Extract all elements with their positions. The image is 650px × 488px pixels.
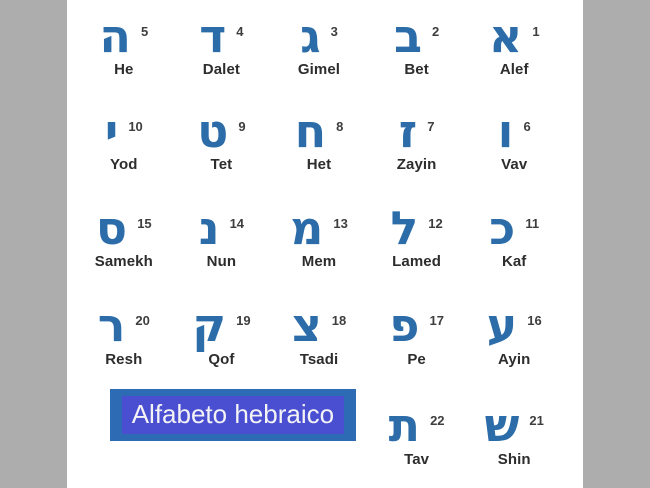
letter-name: Resh [105, 350, 143, 368]
hebrew-letter-resh: ר [97, 298, 126, 353]
letter-number: 14 [229, 215, 245, 231]
letter-name: Tsadi [299, 350, 339, 368]
letter-cell-kaf [465, 190, 563, 288]
hebrew-letter-he: ה [99, 8, 131, 63]
letter-name: Yod [110, 156, 138, 174]
letter-number: 7 [427, 118, 435, 134]
letter-number: 10 [128, 118, 143, 134]
letter-cell-gimel [270, 0, 368, 94]
letter-name: Bet [404, 61, 429, 79]
letter-number: 2 [432, 23, 440, 39]
letter-number: 9 [238, 118, 246, 134]
glyph-row [95, 200, 152, 255]
letter-number: 4 [236, 23, 244, 39]
glyph-row [489, 200, 540, 255]
hebrew-letter-samekh: ס [95, 200, 128, 255]
glyph-row [388, 398, 445, 453]
glyph-row [389, 298, 444, 353]
letter-cell-alef [465, 0, 563, 94]
letter-number: 12 [428, 215, 443, 231]
letter-name: Tav [404, 450, 430, 468]
letter-name: Mem [301, 253, 337, 271]
hebrew-letter-dalet: ד [199, 8, 227, 63]
letter-cell-bet [368, 0, 466, 94]
letter-number: 21 [529, 413, 544, 429]
hebrew-letter-vav: ו [497, 103, 514, 158]
letter-cell-dalet [173, 0, 271, 94]
glyph-row [199, 8, 244, 63]
hebrew-letter-qof: ק [192, 298, 227, 353]
glyph-row [488, 8, 540, 63]
letter-cell-ayin [465, 288, 563, 385]
content-panel [67, 0, 583, 488]
hebrew-letter-bet: ב [393, 8, 422, 63]
glyph-row [300, 8, 338, 63]
hebrew-letter-tav: ת [388, 398, 421, 453]
letter-name: Gimel [297, 61, 341, 79]
hebrew-letter-nun: נ [198, 200, 220, 255]
letterbox-left [0, 0, 68, 488]
letter-name: Het [306, 156, 332, 174]
glyph-row [398, 103, 435, 158]
letter-cell-tav [368, 385, 466, 488]
glyph-row [486, 298, 542, 353]
letter-cell-samekh [75, 190, 173, 288]
letter-name: Dalet [202, 61, 240, 79]
banner-cell [75, 385, 368, 488]
letter-name: Zayin [396, 156, 437, 174]
letter-name: Vav [501, 156, 528, 174]
letter-number: 15 [137, 215, 152, 231]
hebrew-letter-shin: ש [484, 398, 520, 453]
letter-number: 19 [236, 313, 251, 329]
glyph-row [497, 103, 531, 158]
letterbox-right [582, 0, 650, 488]
letter-number: 8 [336, 118, 344, 134]
letter-cell-lamed [368, 190, 466, 288]
letter-name: Alef [499, 61, 529, 79]
letter-cell-he [75, 0, 173, 94]
letter-name: Pe [407, 350, 426, 368]
hebrew-letter-zayin: ז [398, 103, 418, 158]
letter-number: 13 [333, 215, 348, 231]
letter-number: 22 [430, 413, 445, 429]
hebrew-letter-het: ח [294, 103, 327, 158]
letter-name: Tet [210, 156, 233, 174]
glyph-row [294, 103, 344, 158]
hebrew-letter-ayin: ע [486, 298, 518, 353]
letter-name: Lamed [392, 253, 442, 271]
letter-cell-mem [270, 190, 368, 288]
letter-name: Qof [208, 350, 235, 368]
letter-number: 5 [140, 23, 149, 39]
hebrew-letter-tet: ט [197, 103, 229, 158]
letter-number: 18 [331, 313, 347, 329]
hebrew-letter-mem: מ [290, 200, 324, 255]
letter-number: 6 [523, 118, 531, 134]
letter-name: Ayin [498, 350, 531, 368]
letter-name: Nun [206, 253, 237, 271]
letter-cell-tet [173, 94, 271, 190]
glyph-row [97, 298, 150, 353]
letter-cell-nun [173, 190, 271, 288]
alphabet-grid [75, 0, 563, 488]
letter-number: 16 [527, 313, 542, 329]
letter-number: 11 [525, 215, 540, 231]
letter-cell-zayin [368, 94, 466, 190]
glyph-row [198, 200, 245, 255]
hebrew-letter-tsadi: צ [291, 298, 322, 353]
title-banner [110, 389, 356, 441]
hebrew-letter-lamed: ל [390, 200, 419, 255]
letter-number: 20 [135, 313, 150, 329]
letter-number: 1 [532, 23, 540, 39]
letter-name: Samekh [94, 253, 153, 271]
letter-cell-tsadi [270, 288, 368, 385]
letter-name: Kaf [501, 253, 527, 271]
title-banner-label: Alfabeto hebraico [122, 396, 344, 434]
glyph-row [290, 200, 348, 255]
hebrew-letter-yod: י [104, 103, 119, 158]
glyph-row [291, 298, 347, 353]
glyph-row [484, 398, 544, 453]
glyph-row [99, 8, 149, 63]
hebrew-letter-kaf: כ [489, 200, 516, 255]
letter-cell-qof [173, 288, 271, 385]
letter-cell-pe [368, 288, 466, 385]
letter-cell-shin [465, 385, 563, 488]
letter-cell-resh [75, 288, 173, 385]
letter-number: 17 [429, 313, 444, 329]
hebrew-letter-pe: פ [389, 298, 420, 353]
glyph-row [390, 200, 443, 255]
letter-cell-vav [465, 94, 563, 190]
letter-cell-het [270, 94, 368, 190]
glyph-row [197, 103, 246, 158]
glyph-row [192, 298, 251, 353]
hebrew-letter-alef: א [488, 8, 523, 63]
letter-cell-yod [75, 94, 173, 190]
glyph-row [393, 8, 440, 63]
glyph-row [104, 103, 143, 158]
letter-name: Shin [497, 450, 531, 468]
hebrew-letter-gimel: ג [300, 8, 321, 63]
letter-name: He [114, 61, 134, 79]
letter-number: 3 [330, 23, 338, 39]
